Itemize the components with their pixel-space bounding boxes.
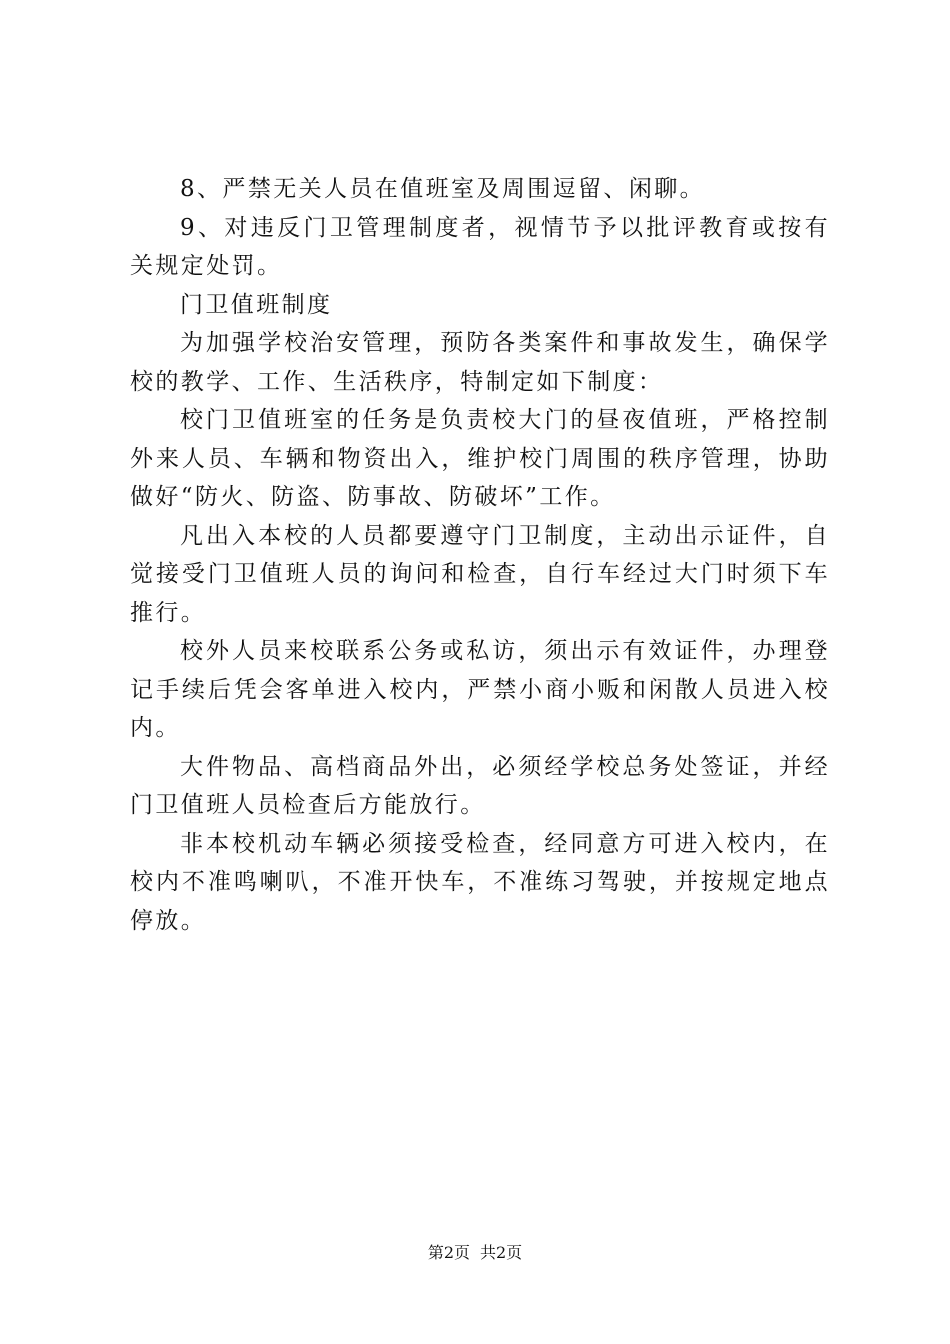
paragraph-item-8: 8、严禁无关人员在值班室及周围逗留、闲聊。 bbox=[180, 176, 706, 202]
paragraph-goods-rules: 大件物品、高档商品外出，必须经学校总务处签证，并经门卫值班人员检查后方能放行。 bbox=[130, 753, 830, 818]
paragraph-visitor-rules: 校外人员来校联系公务或私访，须出示有效证件，办理登记手续后凭会客单进入校内，严禁小商小贩和闲散人员进入校内。 bbox=[130, 638, 830, 741]
paragraph-vehicle-rules: 非本校机动车辆必须接受检查，经同意方可进入校内，在校内不准鸣喇叭，不准开快车，不准练习驾驶，并按规定地点停放。 bbox=[130, 830, 830, 934]
paragraph-entry-rules: 凡出入本校的人员都要遵守门卫制度，主动出示证件，自觉接受门卫值班人员的询问和检查，自行车经过大门时须下车推行。 bbox=[130, 522, 830, 626]
paragraph-duty-room-tasks: 校门卫值班室的任务是负责校大门的昼夜值班，严格控制外来人员、车辆和物资出入，维护校门周围的秩序管理，协助做好“防火、防盗、防事故、防破坏”工作。 bbox=[130, 407, 830, 510]
page-number: 第2页 bbox=[427, 1243, 470, 1262]
page-total: 共2页 bbox=[480, 1243, 523, 1262]
section-heading: 门卫值班制度 bbox=[180, 291, 333, 318]
document-body bbox=[130, 170, 830, 940]
page-footer bbox=[0, 1242, 950, 1264]
paragraph-item-9: 9、对违反门卫管理制度者，视情节予以批评教育或按有关规定处罚。 bbox=[130, 214, 830, 279]
paragraph-purpose: 为加强学校治安管理，预防各类案件和事故发生，确保学校的教学、工作、生活秩序，特制定如下制度： bbox=[130, 330, 830, 395]
